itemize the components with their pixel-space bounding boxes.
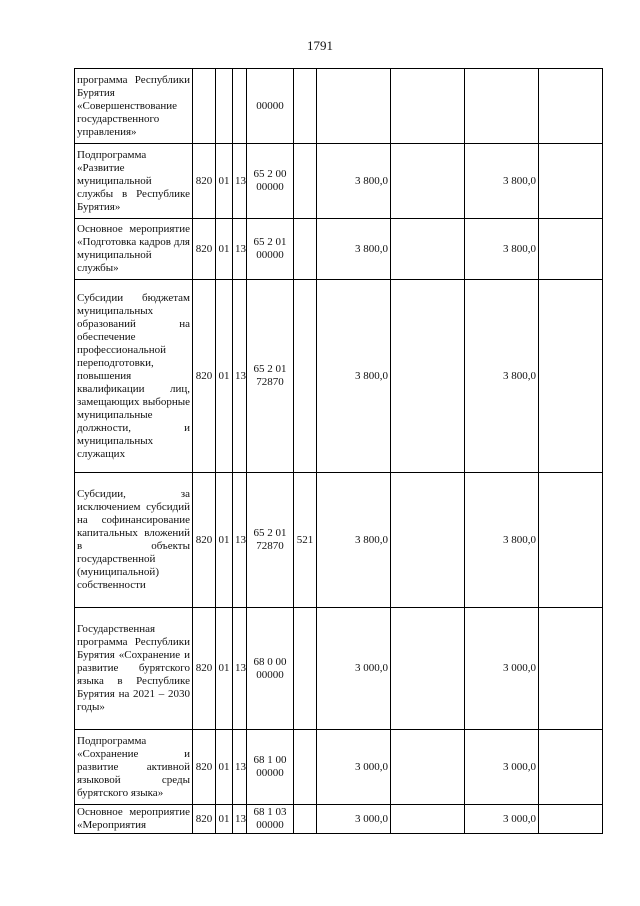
amount-2: [391, 219, 465, 280]
amount-4: [539, 144, 603, 219]
page-number: 1791: [307, 38, 333, 53]
amount-2: [391, 280, 465, 473]
subsection-code: 13: [233, 730, 247, 805]
subsection-code: 13: [233, 473, 247, 608]
amount-3: 3 000,0: [465, 805, 539, 834]
row-name: Основное мероприятие «Мероприятия: [75, 805, 193, 834]
expense-type-code: 521: [294, 473, 317, 608]
budget-table: [74, 68, 603, 834]
section-code: 01: [216, 608, 233, 730]
amount-1: 3 000,0: [317, 608, 391, 730]
expense-type-code: [294, 280, 317, 473]
amount-4: [539, 69, 603, 144]
subsection-code: 13: [233, 280, 247, 473]
amount-1: 3 000,0: [317, 805, 391, 834]
subsection-code: [233, 69, 247, 144]
row-name: Субсидии бюджетам муниципальных образований на обеспечение профессиональной переподготовки, повышения квалификации лиц, замещающих выборные муниципальные должности, и муниципальных служащих: [75, 280, 193, 473]
row-name: Субсидии, за исключением субсидий на софинансирование капитальных вложений в объекты государственной (муниципальной) собственности: [75, 473, 193, 608]
ministry-code: 820: [193, 730, 216, 805]
amount-1: 3 800,0: [317, 219, 391, 280]
amount-2: [391, 730, 465, 805]
table-row: [75, 280, 603, 473]
table-row: [75, 69, 603, 144]
target-article-code: 65 2 01 00000: [247, 219, 294, 280]
table-row: [75, 730, 603, 805]
row-name: Подпрограмма «Развитие муниципальной службы в Республике Бурятия»: [75, 144, 193, 219]
target-article-code: 65 2 01 72870: [247, 280, 294, 473]
amount-1: 3 800,0: [317, 144, 391, 219]
section-code: 01: [216, 473, 233, 608]
amount-3: 3 800,0: [465, 280, 539, 473]
amount-4: [539, 608, 603, 730]
expense-type-code: [294, 69, 317, 144]
amount-1: 3 800,0: [317, 473, 391, 608]
subsection-code: 13: [233, 219, 247, 280]
table-row: [75, 473, 603, 608]
ministry-code: 820: [193, 280, 216, 473]
section-code: 01: [216, 280, 233, 473]
row-name: Основное мероприятие «Подготовка кадров для муниципальной службы»: [75, 219, 193, 280]
expense-type-code: [294, 730, 317, 805]
amount-3: 3 000,0: [465, 730, 539, 805]
table-row: [75, 144, 603, 219]
target-article-code: 68 1 03 00000: [247, 805, 294, 834]
amount-2: [391, 805, 465, 834]
amount-1: 3 800,0: [317, 280, 391, 473]
expense-type-code: [294, 608, 317, 730]
table-row: [75, 608, 603, 730]
ministry-code: 820: [193, 473, 216, 608]
section-code: 01: [216, 219, 233, 280]
ministry-code: 820: [193, 805, 216, 834]
amount-3: 3 800,0: [465, 473, 539, 608]
amount-1: 3 000,0: [317, 730, 391, 805]
subsection-code: 13: [233, 144, 247, 219]
subsection-code: 13: [233, 608, 247, 730]
amount-4: [539, 730, 603, 805]
section-code: 01: [216, 144, 233, 219]
target-article-code: 00000: [247, 69, 294, 144]
ministry-code: 820: [193, 219, 216, 280]
amount-2: [391, 144, 465, 219]
amount-4: [539, 219, 603, 280]
section-code: [216, 69, 233, 144]
target-article-code: 65 2 00 00000: [247, 144, 294, 219]
amount-2: [391, 69, 465, 144]
amount-4: [539, 280, 603, 473]
amount-3: 3 800,0: [465, 144, 539, 219]
target-article-code: 68 0 00 00000: [247, 608, 294, 730]
amount-3: [465, 69, 539, 144]
amount-2: [391, 473, 465, 608]
amount-3: 3 800,0: [465, 219, 539, 280]
expense-type-code: [294, 144, 317, 219]
target-article-code: 68 1 00 00000: [247, 730, 294, 805]
expense-type-code: [294, 219, 317, 280]
amount-4: [539, 805, 603, 834]
row-name: программа Республики Бурятия «Совершенствование государственного управления»: [75, 69, 193, 144]
amount-1: [317, 69, 391, 144]
row-name: Государственная программа Республики Бурятия «Сохранение и развитие бурятского языка в Республике Бурятия на 2021 – 2030 годы»: [75, 608, 193, 730]
ministry-code: 820: [193, 608, 216, 730]
subsection-code: 13: [233, 805, 247, 834]
target-article-code: 65 2 01 72870: [247, 473, 294, 608]
section-code: 01: [216, 805, 233, 834]
expense-type-code: [294, 805, 317, 834]
table-row: [75, 219, 603, 280]
section-code: 01: [216, 730, 233, 805]
amount-4: [539, 473, 603, 608]
table-row: [75, 805, 603, 834]
row-name: Подпрограмма «Сохранение и развитие активной языковой среды бурятского языка»: [75, 730, 193, 805]
ministry-code: 820: [193, 144, 216, 219]
ministry-code: [193, 69, 216, 144]
amount-3: 3 000,0: [465, 608, 539, 730]
amount-2: [391, 608, 465, 730]
